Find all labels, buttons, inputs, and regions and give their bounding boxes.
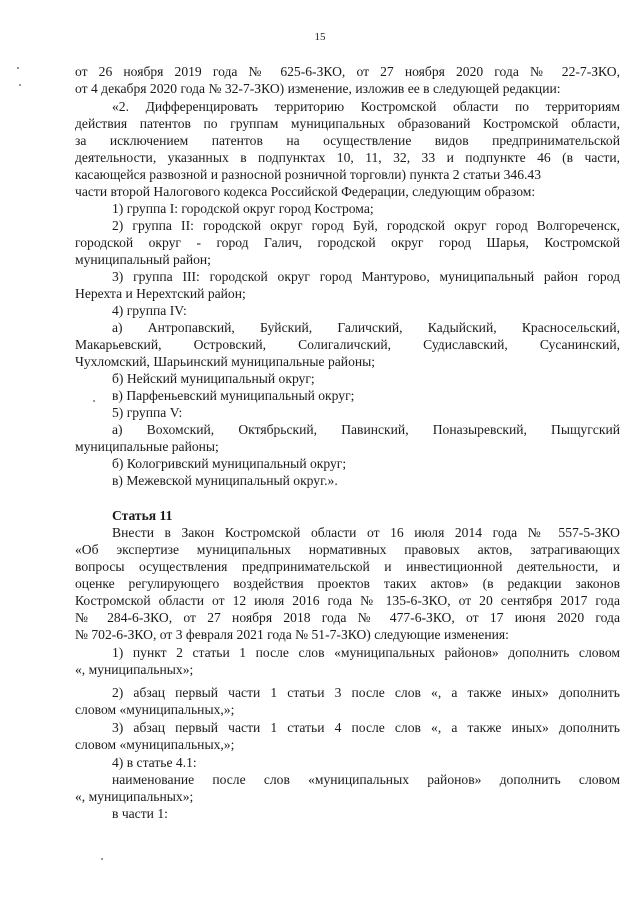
text-line: Макарьевский, Островский, Солигаличский, Судиславский, Сусанинский,	[75, 337, 620, 352]
text-line: вопросы осуществления предпринимательской и инвестиционной деятельности, и	[75, 559, 620, 574]
text-line: 4) в статье 4.1:	[112, 755, 197, 770]
text-line: 1) группа I: городской округ город Кострома;	[112, 201, 374, 216]
text-line: б) Кологривский муниципальный округ;	[112, 456, 347, 471]
text-line: за исключением патентов на осуществление видов предпринимательской	[75, 133, 620, 148]
text-line: от 4 декабря 2020 года № 32-7-ЗКО) изменение, изложив ее в следующей редакции:	[75, 81, 561, 96]
text-line: а) Антропавский, Буйский, Галичский, Кадыйский, Красносельский,	[112, 320, 620, 335]
text-line: в) Парфеньевский муниципальный округ;	[112, 388, 355, 403]
text-line: касающейся развозной и разносной розничной торговли) пункта 2 статьи 346.43	[75, 167, 542, 182]
text-line: муниципальные районы;	[75, 439, 219, 454]
text-line: б) Нейский муниципальный округ;	[112, 371, 315, 386]
text-line: 3) абзац первый части 1 статьи 4 после слов «, а также иных» дополнить	[112, 720, 620, 735]
text-line: 1) пункт 2 статьи 1 после слов «муниципальных районов» дополнить словом	[112, 645, 620, 660]
scan-speck	[19, 84, 21, 86]
text-line: части второй Налогового кодекса Российской Федерации, следующим образом:	[75, 184, 536, 199]
text-line: от 26 ноября 2019 года № 625-6-ЗКО, от 27 ноября 2020 года № 22-7-ЗКО,	[75, 64, 620, 79]
text-line: «, муниципальных»;	[75, 789, 194, 804]
text-line: «Об экспертизе муниципальных нормативных правовых актов, затрагивающих	[75, 542, 620, 557]
text-line: оценке регулирующего воздействия проектов таких актов» (в редакции законов	[75, 576, 620, 591]
text-line: действия патентов по группам муниципальных образований Костромской области,	[75, 116, 620, 131]
text-line: Внести в Закон Костромской области от 16 июля 2014 года № 557-5-ЗКО	[112, 525, 620, 540]
text-line: Чухломский, Шарьинский муниципальные районы;	[75, 354, 376, 369]
text-line: № 702-6-ЗКО, от 3 февраля 2021 года № 51-7-ЗКО) следующие изменения:	[75, 627, 509, 642]
text-line: в части 1:	[112, 806, 168, 821]
text-line: «, муниципальных»;	[75, 662, 194, 677]
text-line: а) Вохомский, Октябрьский, Павинский, Поназыревский, Пыщугский	[112, 422, 620, 437]
page-number: 15	[314, 31, 326, 43]
text-line: наименование после слов «муниципальных районов» дополнить словом	[112, 772, 620, 787]
text-line: 2) абзац первый части 1 статьи 3 после слов «, а также иных» дополнить	[112, 685, 620, 700]
text-line: деятельности, указанных в подпунктах 10, 11, 32, 33 и подпункте 46 (в части,	[75, 150, 620, 165]
text-line: Костромской области от 12 июля 2016 года № 135-6-ЗКО, от 20 сентября 2017 года	[75, 593, 620, 608]
text-line: 4) группа IV:	[112, 303, 187, 318]
text-line: 2) группа II: городской округ город Буй, городской округ город Волгореченск,	[112, 218, 620, 233]
text-line: 5) группа V:	[112, 405, 183, 420]
scan-speck	[101, 858, 103, 860]
text-line: муниципальный район;	[75, 252, 211, 267]
text-line: № 284-6-ЗКО, от 27 ноября 2018 года № 477-6-ЗКО, от 17 июня 2020 года	[75, 610, 620, 625]
text-line: городской округ - город Галич, городской округ город Шарья, Костромской	[75, 235, 620, 250]
text-line: словом «муниципальных,»;	[75, 737, 235, 752]
scan-speck	[93, 400, 95, 402]
text-line: 3) группа III: городской округ город Мантурово, муниципальный район город	[112, 269, 620, 284]
text-line: Нерехта и Нерехтский район;	[75, 286, 246, 301]
text-line: словом «муниципальных,»;	[75, 702, 235, 717]
text-line: «2. Дифференцировать территорию Костромской области по территориям	[112, 99, 620, 114]
text-line: в) Межевской муниципальный округ.».	[112, 473, 338, 488]
article-heading: Статья 11	[112, 508, 173, 523]
scan-speck	[17, 67, 19, 69]
